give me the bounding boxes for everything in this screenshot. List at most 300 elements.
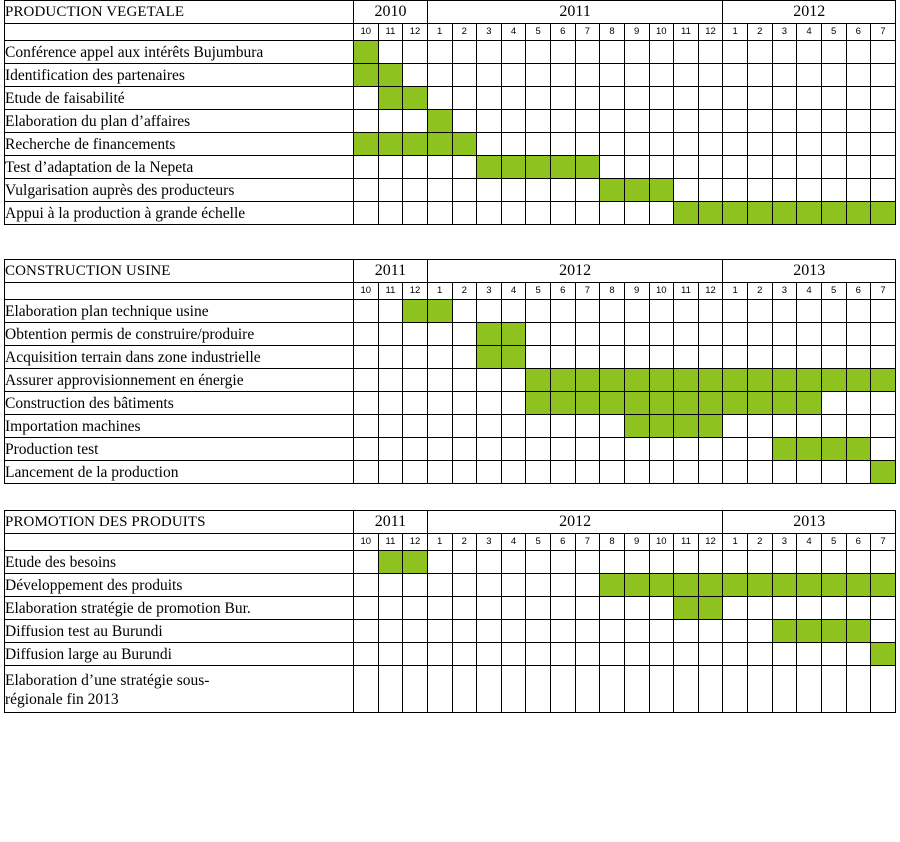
gantt-empty-cell	[501, 87, 526, 110]
gantt-bar-cell	[821, 620, 846, 643]
gantt-empty-cell	[649, 202, 674, 225]
gantt-month-label: 12	[698, 534, 723, 551]
gantt-empty-cell	[427, 392, 452, 415]
gantt-task-row	[5, 666, 896, 713]
gantt-empty-cell	[427, 323, 452, 346]
gantt-empty-cell	[649, 64, 674, 87]
gantt-empty-cell	[821, 643, 846, 666]
gantt-month-label: 4	[501, 534, 526, 551]
gantt-empty-cell	[698, 64, 723, 87]
gantt-empty-cell	[797, 551, 822, 574]
gantt-empty-cell	[748, 461, 773, 484]
gantt-empty-cell	[624, 620, 649, 643]
gantt-empty-cell	[452, 41, 477, 64]
gantt-bar-cell	[403, 87, 428, 110]
gantt-bar-cell	[723, 202, 748, 225]
gantt-task-label: Elaboration stratégie de promotion Bur.	[5, 597, 354, 620]
gantt-bar-cell	[624, 179, 649, 202]
gantt-year-label: 2012	[427, 511, 723, 534]
gantt-empty-cell	[649, 300, 674, 323]
gantt-bar-cell	[797, 438, 822, 461]
gantt-bar-cell	[403, 551, 428, 574]
gantt-empty-cell	[403, 369, 428, 392]
gantt-empty-cell	[797, 110, 822, 133]
gantt-empty-cell	[698, 110, 723, 133]
gantt-task-row	[5, 461, 896, 484]
gantt-task-row	[5, 156, 896, 179]
gantt-empty-cell	[551, 551, 576, 574]
gantt-empty-cell	[600, 643, 625, 666]
gantt-bar-cell	[871, 202, 896, 225]
gantt-empty-cell	[551, 300, 576, 323]
gantt-empty-cell	[452, 438, 477, 461]
gantt-empty-cell	[846, 392, 871, 415]
gantt-month-row	[5, 534, 896, 551]
gantt-month-label: 8	[600, 534, 625, 551]
gantt-empty-cell	[748, 346, 773, 369]
gantt-empty-cell	[354, 179, 379, 202]
gantt-empty-cell	[526, 415, 551, 438]
gantt-month-label: 5	[526, 534, 551, 551]
gantt-empty-cell	[600, 64, 625, 87]
gantt-empty-cell	[871, 346, 896, 369]
gantt-empty-cell	[354, 300, 379, 323]
gantt-empty-cell	[772, 300, 797, 323]
gantt-month-label: 12	[403, 24, 428, 41]
gantt-empty-cell	[378, 179, 403, 202]
gantt-month-label: 5	[821, 24, 846, 41]
gantt-empty-cell	[624, 597, 649, 620]
gantt-empty-cell	[871, 110, 896, 133]
gantt-block	[4, 259, 896, 484]
gantt-empty-cell	[698, 346, 723, 369]
gantt-empty-cell	[674, 87, 699, 110]
gantt-empty-cell	[723, 551, 748, 574]
gantt-empty-cell	[452, 323, 477, 346]
gantt-empty-cell	[501, 597, 526, 620]
gantt-bar-cell	[846, 202, 871, 225]
gantt-empty-cell	[748, 643, 773, 666]
gantt-empty-cell	[698, 620, 723, 643]
gantt-empty-cell	[378, 41, 403, 64]
gantt-empty-cell	[452, 202, 477, 225]
gantt-empty-cell	[624, 346, 649, 369]
gantt-bar-cell	[846, 369, 871, 392]
gantt-empty-cell	[797, 300, 822, 323]
gantt-bar-cell	[575, 156, 600, 179]
gantt-empty-cell	[821, 346, 846, 369]
gantt-empty-cell	[575, 620, 600, 643]
gantt-empty-cell	[624, 551, 649, 574]
gantt-empty-cell	[501, 666, 526, 713]
gantt-bar-cell	[821, 438, 846, 461]
gantt-bar-cell	[624, 369, 649, 392]
gantt-empty-cell	[698, 300, 723, 323]
gantt-bar-cell	[698, 574, 723, 597]
gantt-empty-cell	[501, 574, 526, 597]
gantt-empty-cell	[600, 110, 625, 133]
gantt-empty-cell	[772, 415, 797, 438]
gantt-task-label: Assurer approvisionnement en énergie	[5, 369, 354, 392]
gantt-empty-cell	[477, 110, 502, 133]
gantt-empty-cell	[551, 323, 576, 346]
gantt-empty-cell	[378, 346, 403, 369]
gantt-empty-cell	[797, 179, 822, 202]
gantt-empty-cell	[748, 41, 773, 64]
gantt-empty-cell	[477, 133, 502, 156]
gantt-empty-cell	[526, 574, 551, 597]
gantt-empty-cell	[501, 643, 526, 666]
gantt-bar-cell	[477, 323, 502, 346]
gantt-month-label: 8	[600, 24, 625, 41]
gantt-task-label: Lancement de la production	[5, 461, 354, 484]
gantt-empty-cell	[354, 461, 379, 484]
gantt-empty-cell	[378, 392, 403, 415]
gantt-empty-cell	[821, 597, 846, 620]
gantt-empty-cell	[575, 41, 600, 64]
gantt-block-title: PRODUCTION VEGETALE	[5, 1, 354, 24]
gantt-bar-cell	[575, 369, 600, 392]
gantt-empty-cell	[600, 323, 625, 346]
gantt-empty-cell	[427, 369, 452, 392]
gantt-empty-cell	[575, 574, 600, 597]
gantt-empty-cell	[378, 666, 403, 713]
gantt-empty-cell	[600, 202, 625, 225]
gantt-bar-cell	[674, 369, 699, 392]
gantt-empty-cell	[452, 551, 477, 574]
gantt-month-label: 2	[452, 24, 477, 41]
gantt-bar-cell	[551, 156, 576, 179]
gantt-bar-cell	[674, 415, 699, 438]
gantt-empty-cell	[772, 323, 797, 346]
gantt-bar-cell	[452, 133, 477, 156]
gantt-month-label: 1	[723, 283, 748, 300]
gantt-empty-cell	[354, 551, 379, 574]
gantt-empty-cell	[403, 202, 428, 225]
gantt-empty-cell	[354, 438, 379, 461]
gantt-empty-cell	[575, 666, 600, 713]
gantt-empty-cell	[649, 666, 674, 713]
gantt-blocks-container	[4, 0, 896, 713]
gantt-empty-cell	[600, 41, 625, 64]
gantt-empty-cell	[452, 415, 477, 438]
gantt-month-row	[5, 283, 896, 300]
gantt-empty-cell	[821, 110, 846, 133]
gantt-bar-cell	[501, 156, 526, 179]
gantt-empty-cell	[526, 346, 551, 369]
gantt-task-label: Elaboration plan technique usine	[5, 300, 354, 323]
gantt-empty-cell	[797, 323, 822, 346]
gantt-task-label	[5, 666, 354, 713]
gantt-empty-cell	[871, 438, 896, 461]
gantt-month-label: 12	[698, 283, 723, 300]
gantt-task-label: Diffusion test au Burundi	[5, 620, 354, 643]
gantt-bar-cell	[624, 392, 649, 415]
gantt-empty-cell	[575, 300, 600, 323]
gantt-empty-cell	[403, 323, 428, 346]
gantt-task-row	[5, 392, 896, 415]
gantt-month-label: 4	[501, 24, 526, 41]
gantt-empty-cell	[526, 133, 551, 156]
gantt-month-label: 10	[354, 283, 379, 300]
gantt-empty-cell	[575, 461, 600, 484]
gantt-month-label: 7	[871, 283, 896, 300]
gantt-task-row	[5, 438, 896, 461]
gantt-task-row	[5, 64, 896, 87]
gantt-empty-cell	[674, 64, 699, 87]
gantt-empty-cell	[698, 666, 723, 713]
gantt-empty-cell	[551, 179, 576, 202]
gantt-empty-cell	[871, 87, 896, 110]
gantt-empty-cell	[723, 666, 748, 713]
gantt-task-row	[5, 415, 896, 438]
gantt-empty-cell	[427, 156, 452, 179]
gantt-empty-cell	[600, 551, 625, 574]
gantt-empty-cell	[477, 179, 502, 202]
gantt-empty-cell	[427, 202, 452, 225]
gantt-empty-cell	[526, 87, 551, 110]
gantt-empty-cell	[452, 64, 477, 87]
gantt-empty-cell	[748, 64, 773, 87]
gantt-empty-cell	[846, 64, 871, 87]
gantt-task-row	[5, 41, 896, 64]
gantt-task-label: Acquisition terrain dans zone industrielle	[5, 346, 354, 369]
gantt-month-label: 2	[452, 534, 477, 551]
gantt-empty-cell	[452, 369, 477, 392]
gantt-empty-cell	[846, 133, 871, 156]
gantt-month-label: 11	[378, 24, 403, 41]
gantt-task-row	[5, 369, 896, 392]
gantt-empty-cell	[477, 438, 502, 461]
gantt-empty-cell	[649, 133, 674, 156]
gantt-empty-cell	[427, 620, 452, 643]
gantt-month-label: 6	[551, 534, 576, 551]
gantt-month-label: 1	[427, 24, 452, 41]
gantt-empty-cell	[501, 133, 526, 156]
gantt-empty-cell	[501, 110, 526, 133]
gantt-empty-cell	[649, 323, 674, 346]
gantt-empty-cell	[821, 87, 846, 110]
gantt-empty-cell	[821, 64, 846, 87]
gantt-bar-cell	[649, 574, 674, 597]
gantt-empty-cell	[723, 179, 748, 202]
gantt-empty-cell	[477, 87, 502, 110]
gantt-empty-cell	[797, 415, 822, 438]
gantt-empty-cell	[698, 41, 723, 64]
gantt-empty-cell	[772, 643, 797, 666]
gantt-empty-cell	[674, 666, 699, 713]
gantt-block-gap	[4, 225, 896, 259]
gantt-empty-cell	[649, 461, 674, 484]
gantt-task-row	[5, 300, 896, 323]
gantt-empty-cell	[378, 415, 403, 438]
gantt-empty-cell	[477, 643, 502, 666]
gantt-task-label: Appui à la production à grande échelle	[5, 202, 354, 225]
gantt-month-label: 10	[354, 24, 379, 41]
gantt-empty-cell	[624, 202, 649, 225]
gantt-empty-cell	[748, 323, 773, 346]
gantt-month-label: 7	[575, 24, 600, 41]
gantt-month-label: 6	[846, 283, 871, 300]
gantt-empty-cell	[427, 179, 452, 202]
gantt-empty-cell	[846, 323, 871, 346]
gantt-bar-cell	[378, 551, 403, 574]
gantt-year-label: 2012	[427, 260, 723, 283]
gantt-bar-cell	[772, 438, 797, 461]
gantt-empty-cell	[501, 64, 526, 87]
gantt-bar-cell	[526, 369, 551, 392]
gantt-empty-cell	[797, 87, 822, 110]
gantt-empty-cell	[551, 643, 576, 666]
gantt-empty-cell	[575, 415, 600, 438]
gantt-empty-cell	[354, 643, 379, 666]
gantt-empty-cell	[748, 438, 773, 461]
gantt-empty-cell	[403, 346, 428, 369]
gantt-empty-cell	[772, 87, 797, 110]
gantt-month-label: 11	[674, 24, 699, 41]
gantt-month-label: 11	[674, 534, 699, 551]
gantt-year-label: 2012	[723, 1, 896, 24]
gantt-empty-cell	[551, 64, 576, 87]
gantt-empty-cell	[526, 666, 551, 713]
gantt-empty-cell	[624, 133, 649, 156]
gantt-empty-cell	[723, 300, 748, 323]
gantt-empty-cell	[821, 300, 846, 323]
gantt-empty-cell	[427, 346, 452, 369]
gantt-empty-cell	[477, 415, 502, 438]
gantt-empty-cell	[748, 666, 773, 713]
gantt-empty-cell	[403, 156, 428, 179]
gantt-empty-cell	[403, 620, 428, 643]
gantt-bar-cell	[427, 300, 452, 323]
gantt-empty-cell	[723, 415, 748, 438]
gantt-empty-cell	[354, 620, 379, 643]
gantt-empty-cell	[821, 156, 846, 179]
gantt-empty-cell	[600, 461, 625, 484]
gantt-task-row	[5, 202, 896, 225]
gantt-empty-cell	[575, 133, 600, 156]
gantt-empty-cell	[403, 666, 428, 713]
gantt-bar-cell	[354, 133, 379, 156]
gantt-bar-cell	[871, 461, 896, 484]
gantt-empty-cell	[551, 597, 576, 620]
gantt-empty-cell	[403, 438, 428, 461]
gantt-empty-cell	[354, 110, 379, 133]
gantt-empty-cell	[846, 300, 871, 323]
gantt-year-label: 2010	[354, 1, 428, 24]
gantt-empty-cell	[600, 300, 625, 323]
gantt-empty-cell	[354, 156, 379, 179]
gantt-empty-cell	[551, 461, 576, 484]
gantt-task-label: Importation machines	[5, 415, 354, 438]
gantt-task-label: Diffusion large au Burundi	[5, 643, 354, 666]
gantt-empty-cell	[403, 574, 428, 597]
gantt-empty-cell	[354, 574, 379, 597]
gantt-empty-cell	[698, 179, 723, 202]
gantt-empty-cell	[846, 643, 871, 666]
gantt-empty-cell	[821, 179, 846, 202]
gantt-empty-cell	[501, 202, 526, 225]
gantt-bar-cell	[723, 392, 748, 415]
gantt-bar-cell	[797, 392, 822, 415]
gantt-bar-cell	[649, 179, 674, 202]
gantt-bar-cell	[821, 202, 846, 225]
gantt-month-row-spacer	[5, 283, 354, 300]
gantt-empty-cell	[846, 179, 871, 202]
gantt-year-label: 2011	[354, 260, 428, 283]
gantt-empty-cell	[452, 110, 477, 133]
gantt-task-label: Recherche de financements	[5, 133, 354, 156]
gantt-bar-cell	[871, 643, 896, 666]
gantt-empty-cell	[354, 597, 379, 620]
gantt-bar-cell	[698, 597, 723, 620]
gantt-empty-cell	[772, 41, 797, 64]
gantt-empty-cell	[649, 551, 674, 574]
gantt-empty-cell	[871, 179, 896, 202]
gantt-empty-cell	[871, 133, 896, 156]
gantt-empty-cell	[674, 156, 699, 179]
gantt-empty-cell	[748, 133, 773, 156]
gantt-empty-cell	[403, 179, 428, 202]
gantt-empty-cell	[600, 133, 625, 156]
gantt-empty-cell	[723, 110, 748, 133]
gantt-month-label: 1	[723, 24, 748, 41]
gantt-empty-cell	[698, 461, 723, 484]
gantt-bar-cell	[354, 41, 379, 64]
gantt-empty-cell	[600, 346, 625, 369]
gantt-empty-cell	[649, 87, 674, 110]
gantt-empty-cell	[477, 666, 502, 713]
gantt-month-label: 6	[846, 534, 871, 551]
gantt-empty-cell	[624, 666, 649, 713]
gantt-month-label: 1	[427, 534, 452, 551]
gantt-empty-cell	[403, 110, 428, 133]
gantt-empty-cell	[354, 346, 379, 369]
gantt-empty-cell	[477, 574, 502, 597]
gantt-empty-cell	[723, 643, 748, 666]
gantt-empty-cell	[871, 597, 896, 620]
gantt-empty-cell	[477, 392, 502, 415]
gantt-empty-cell	[575, 202, 600, 225]
gantt-task-label: Etude des besoins	[5, 551, 354, 574]
gantt-empty-cell	[501, 551, 526, 574]
gantt-empty-cell	[748, 551, 773, 574]
gantt-empty-cell	[674, 551, 699, 574]
gantt-empty-cell	[821, 323, 846, 346]
gantt-empty-cell	[452, 461, 477, 484]
gantt-empty-cell	[821, 461, 846, 484]
gantt-bar-cell	[427, 133, 452, 156]
gantt-empty-cell	[501, 620, 526, 643]
gantt-bar-cell	[624, 415, 649, 438]
gantt-empty-cell	[797, 461, 822, 484]
gantt-empty-cell	[821, 551, 846, 574]
gantt-empty-cell	[575, 597, 600, 620]
gantt-empty-cell	[526, 110, 551, 133]
gantt-empty-cell	[526, 179, 551, 202]
gantt-bar-cell	[477, 346, 502, 369]
gantt-month-row	[5, 24, 896, 41]
gantt-empty-cell	[797, 666, 822, 713]
gantt-task-label: Elaboration du plan d’affaires	[5, 110, 354, 133]
gantt-empty-cell	[575, 110, 600, 133]
gantt-empty-cell	[797, 597, 822, 620]
gantt-empty-cell	[427, 666, 452, 713]
gantt-empty-cell	[600, 597, 625, 620]
gantt-empty-cell	[575, 87, 600, 110]
gantt-empty-cell	[821, 133, 846, 156]
gantt-empty-cell	[378, 369, 403, 392]
